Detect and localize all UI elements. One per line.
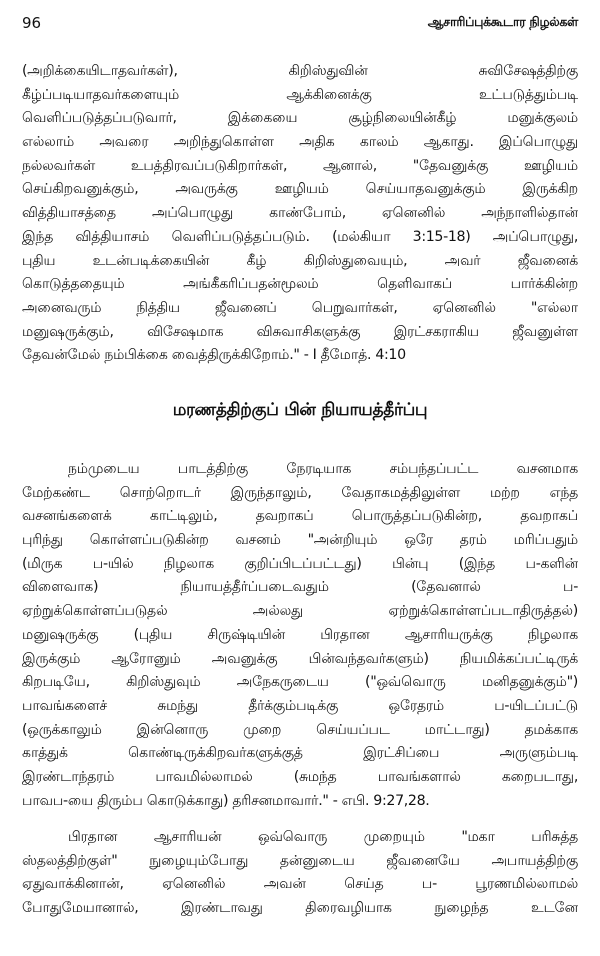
text-line: புரிந்து கொள்ளப்படுகின்ற வசனம் "அன்றியும் ஒரே தரம் மரிப்பதும் (22, 532, 578, 549)
text-line: (அறிக்கையிடாதவர்கள்), கிறிஸ்துவின் சுவிசேஷத்திற்கு (22, 63, 578, 79)
page-number: 96 (22, 14, 42, 32)
text-line: மேற்கண்ட சொற்றொடர் இருந்தாலும், வேதாகமத்திலுள்ள மற்ற எந்த (22, 484, 578, 501)
text-line: எல்லாம் அவரை அறிந்துகொள்ள அதிக காலம் ஆகாது. இப்பொழுது (22, 134, 578, 151)
text-line: நல்லவர்கள் உபத்திரவப்படுகிறார்கள், ஆனால், "தேவனுக்கு ஊழியம் (22, 157, 578, 174)
text-line: இருக்கும் ஆரோனும் அவனுக்கு பின்வந்தவர்களும்) நியமிக்கப்பட்டிருக் (22, 650, 578, 667)
text-line: கீழ்ப்படியாதவர்களையும் ஆக்கினைக்கு உட்படுத்தும்படி (22, 86, 578, 103)
text-line: போதுமேயானால், இரண்டாவது திரைவழியாக நுழைந்த உடனே (22, 900, 578, 917)
text-line: வித்தியாசத்தை அப்பொழுது காண்போம், ஏனெனில் அந்நாளில்தான் (22, 205, 578, 222)
paragraph-2 (22, 458, 578, 813)
text-line: கொடுத்ததையும் அங்கீகரிப்பதன்மூலம் தெளிவாகப் பார்க்கின்ற (22, 276, 578, 293)
text-line: பாவங்களைச் சுமந்து தீர்க்கும்படிக்கு ஒரேதரம் ப-யிடப்பட்டு (22, 697, 578, 714)
text-line: வசனங்களைக் காட்டிலும், தவறாகப் பொருத்தப்படுகின்ற, தவறாகப் (22, 508, 578, 525)
text-line: இரண்டாந்தரம் பாவமில்லாமல் (சுமந்த பாவங்களால் கறைபடாது, (22, 768, 578, 785)
text-line: ஸ்தலத்திற்குள்" நுழையும்போது தன்னுடைய ஜீவனையே அபாயத்திற்கு (22, 852, 578, 869)
text-line: நம்முடைய பாடத்திற்கு நேரடியாக சம்பந்தப்பட்ட வசனமாக (68, 461, 578, 477)
text-line: காத்துக் கொண்டிருக்கிறவர்களுக்குத் இரட்சிப்பை அருளும்படி (22, 745, 578, 762)
text-line: மனுஷருக்கும், விசேஷமாக விசுவாசிகளுக்கு இரட்சகராகிய ஜீவனுள்ள (22, 323, 578, 340)
paragraph-1 (22, 60, 578, 368)
text-line: வெளிப்படுத்தப்படுவார், இக்கையை சூழ்நிலையின்கீழ் மனுக்குலம் (22, 110, 578, 127)
text-line: (ஒருக்காலும் இன்னொரு முறை செய்யப்பட மாட்டாது) தமக்காக (22, 721, 578, 738)
text-line: செய்கிறவனுக்கும், அவருக்கு ஊழியம் செய்யாதவனுக்கும் இருக்கிற (22, 181, 578, 198)
text-line: மனுஷருக்கு (புதிய சிருஷ்டியின் பிரதான ஆசாரியருக்கு நிழலாக (22, 626, 578, 643)
text-line: விளைவாக) நியாயத்தீர்ப்படைவதும் (தேவனால் ப- (22, 579, 578, 596)
running-title: ஆசாரிப்புக்கூடார நிழல்கள் (427, 14, 578, 29)
page-header (22, 14, 578, 36)
text-line: பிரதான ஆசாரியன் ஒவ்வொரு முறையும் "மகா பரிசுத்த (68, 829, 578, 845)
text-line: பாவப-யை திரும்ப கொடுக்காது) தரிசனமாவார்." - எபி. 9:27,28. (22, 792, 430, 809)
text-line: கிறபடியே, கிறிஸ்துவும் அநேகருடைய ("ஒவ்வொரு மனிதனுக்கும்") (22, 674, 578, 691)
text-line: அனைவரும் நித்திய ஜீவனைப் பெறுவார்கள், ஏனெனில் "எல்லா (22, 299, 578, 316)
text-line: புதிய உடன்படிக்கையின் கீழ் கிறிஸ்துவையும், அவர் ஜீவனைக் (22, 252, 578, 269)
text-line: (மிருக ப-யில் நிழலாக குறிப்பிடப்பட்டது) பின்பு (இந்த ப-களின் (22, 555, 578, 572)
section-heading: மரணத்திற்குப் பின் நியாயத்தீர்ப்பு (172, 400, 428, 420)
text-line: தேவன்மேல் நம்பிக்கை வைத்திருக்கிறோம்." - I தீமோத். 4:10 (22, 347, 406, 364)
text-line: ஏதுவாக்கினான், ஏனெனில் அவன் செய்த ப- பூரணமில்லாமல் (22, 876, 578, 893)
text-line: ஏற்றுக்கொள்ளப்படுதல் அல்லது ஏற்றுக்கொள்ளப்படாதிருத்தல்) (22, 603, 578, 620)
paragraph-3 (22, 826, 578, 921)
text-line: இந்த வித்தியாசம் வெளிப்படுத்தப்படும். (மல்கியா 3:15-18) அப்பொழுது, (22, 228, 578, 245)
